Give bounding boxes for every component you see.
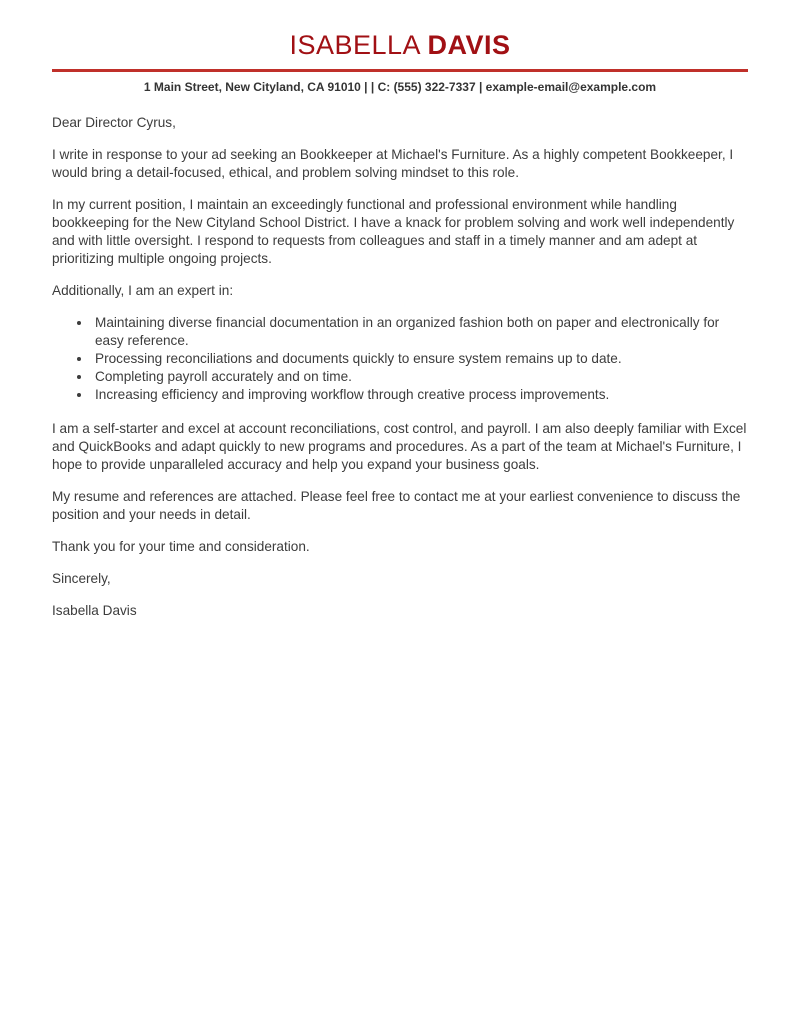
last-name: DAVIS <box>427 30 511 60</box>
page-title <box>52 30 748 60</box>
paragraph-current-position: In my current position, I maintain an exceedingly functional and professional environment while handling bookkeeping for the New Cityland School District. I have a knack for problem solving and work well independently and with little oversight. I respond to requests from colleagues and staff in a timely manner and am adept at prioritizing multiple ongoing projects. <box>52 197 735 266</box>
list-item: • Processing reconciliations and documents quickly to ensure system remains up to date. <box>92 350 748 368</box>
salutation: Dear Director Cyrus, <box>52 115 176 130</box>
list-item: • Completing payroll accurately and on time. <box>92 368 748 386</box>
letter-header <box>52 30 748 94</box>
header-divider <box>52 69 748 72</box>
paragraph-resume: My resume and references are attached. Please feel free to contact me at your earliest convenience to discuss the position and your needs in detail. <box>52 489 741 522</box>
signoff: Sincerely, <box>52 571 111 586</box>
paragraph-intro: I write in response to your ad seeking an Bookkeeper at Michael's Furniture. As a highly competent Bookkeeper, I would bring a detail-focused, ethical, and problem solving mindset to this role. <box>52 147 734 180</box>
paragraph-skills: I am a self-starter and excel at account reconciliations, cost control, and payroll. I am also deeply familiar with Excel and QuickBooks and adapt quickly to new programs and procedures. As a part of the team at Michael's Furniture, I hope to provide unparalleled accuracy and help you expand your business goals. <box>52 421 747 472</box>
contact-line: 1 Main Street, New Cityland, CA 91010 | | C: (555) 322-7337 | example-email@example.com <box>143 80 657 94</box>
signature: Isabella Davis <box>52 603 137 618</box>
list-item: • Maintaining diverse financial documentation in an organized fashion both on paper and electronically for easy reference. <box>92 314 748 350</box>
expertise-list <box>52 314 748 404</box>
thanks-line: Thank you for your time and consideration. <box>52 539 310 554</box>
list-item: • Increasing efficiency and improving workflow through creative process improvements. <box>92 386 748 404</box>
letter-body <box>52 114 748 620</box>
expertise-intro: Additionally, I am an expert in: <box>52 283 234 298</box>
first-name: ISABELLA <box>289 30 420 60</box>
